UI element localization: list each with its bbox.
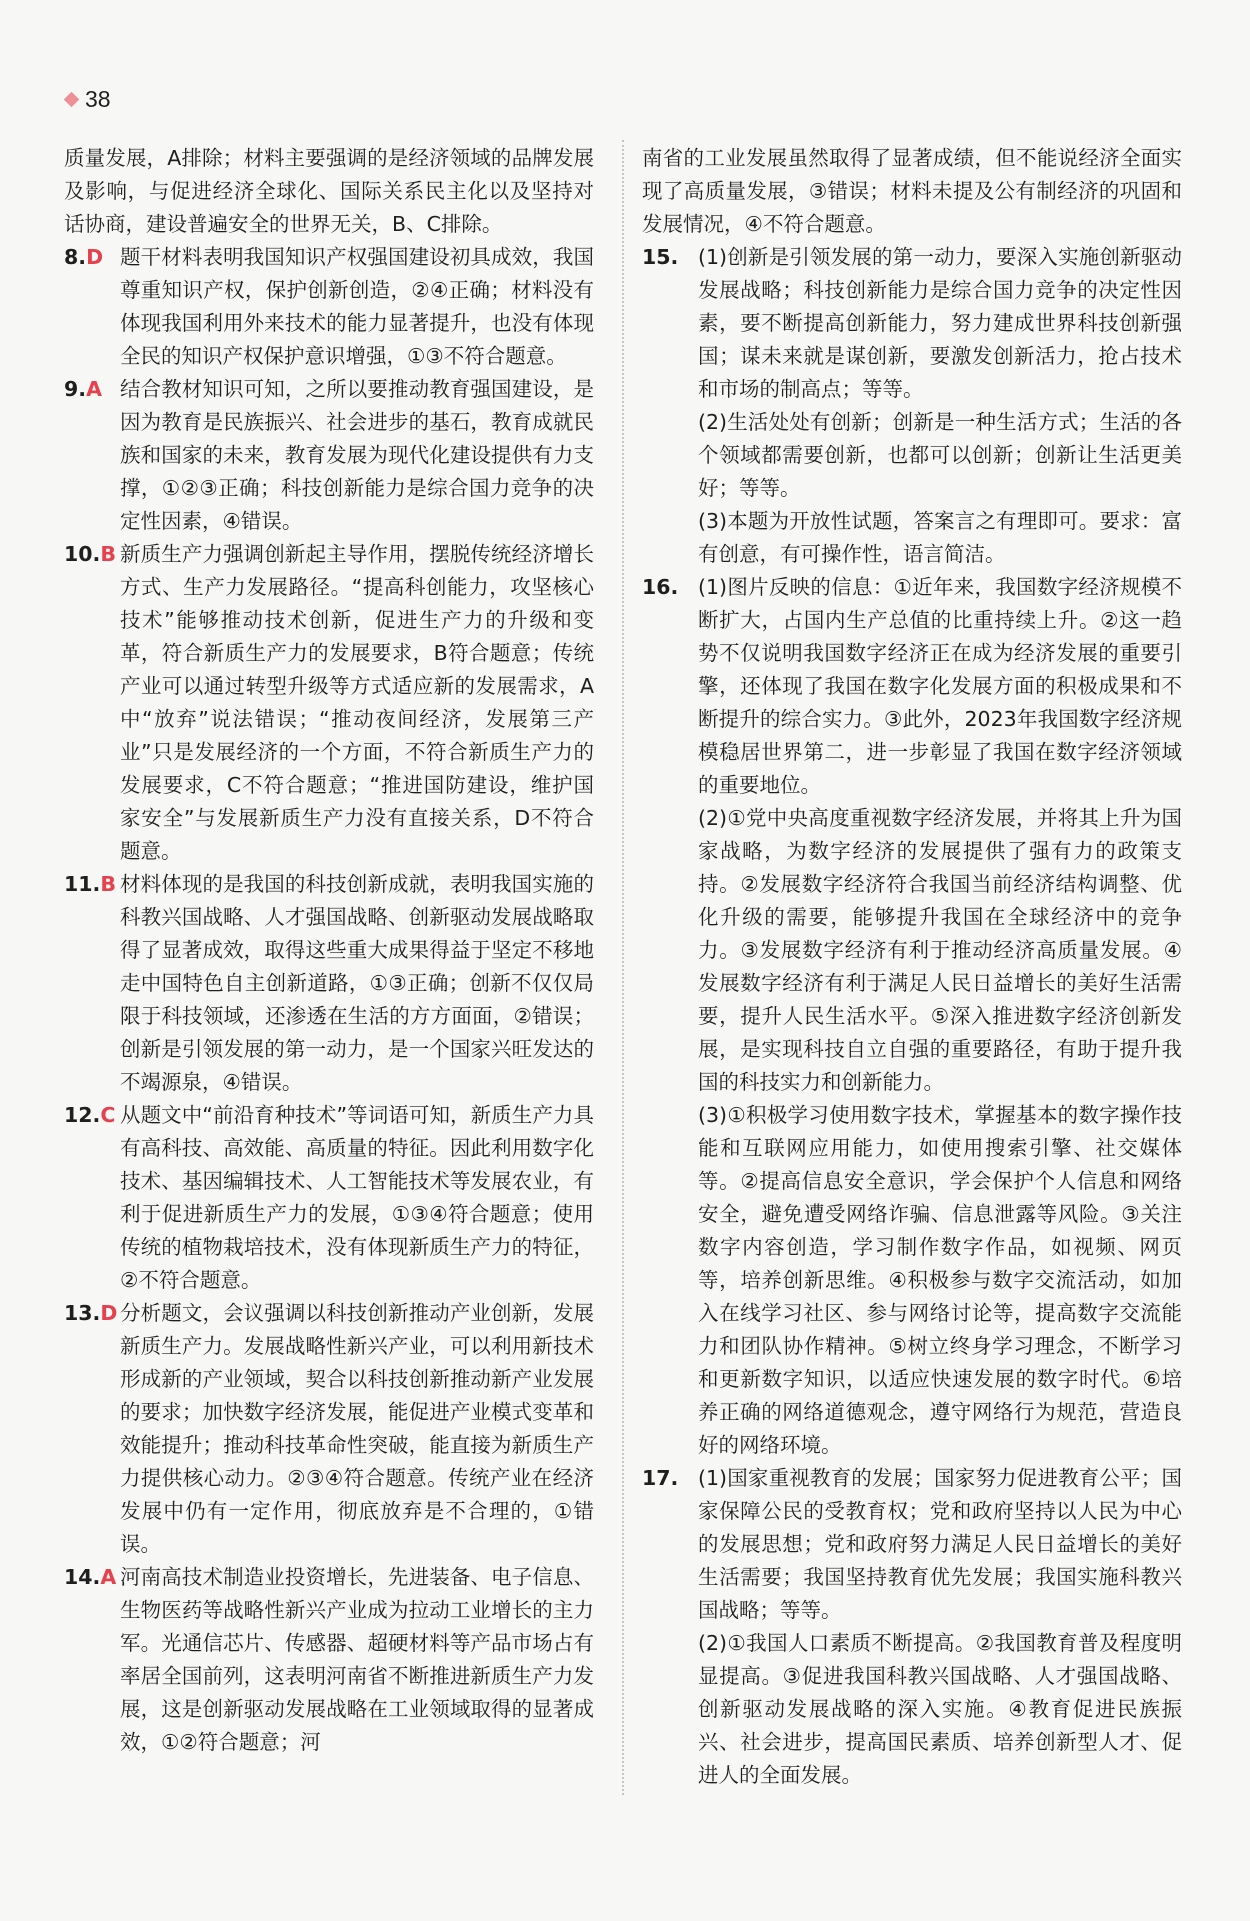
answer-letter: A bbox=[86, 377, 102, 401]
answer-item-17 bbox=[642, 1462, 1182, 1792]
sub-answer: (3)①积极学习使用数字技术，掌握基本的数字操作技能和互联网应用能力，如使用搜索引擎、社交媒体等。②提高信息安全意识，学会保护个人信息和网络安全，避免遭受网络诈骗、信息泄露等风险。③关注数字内容创造，学习制作数字作品，如视频、网页等，培养创新思维。④积极参与数字交流活动，如加入在线学习社区、参与网络讨论等，提高数字交流能力和团队协作精神。⑤树立终身学习理念，不断学习和更新数字知识，以适应快速发展的数字时代。⑥培养正确的网络道德观念，遵守网络行为规范，营造良好的网络环境。 bbox=[698, 1103, 1182, 1457]
sub-answer: (1)图片反映的信息：①近年来，我国数字经济规模不断扩大，占国内生产总值的比重持续上升。②这一趋势不仅说明我国数字经济正在成为经济发展的重要引擎，还体现了我国在数字化发展方面的积极成果和不断提升的综合实力。③此外，2023年我国数字经济规模稳居世界第二，进一步彰显了我国在数字经济领域的重要地位。 bbox=[698, 575, 1182, 797]
answer-letter: B bbox=[100, 542, 116, 566]
item-head bbox=[64, 241, 120, 373]
question-number: 13. bbox=[64, 1301, 101, 1325]
item-head bbox=[64, 868, 120, 1099]
explanation-text: 分析题文，会议强调以科技创新推动产业创新，发展新质生产力。发展战略性新兴产业，可以利用新技术形成新的产业领域，契合以科技创新推动新产业发展的要求；加快数字经济发展，能促进产业模式变革和效能提升；推动科技革命性突破，能直接为新质生产力提供核心动力。②③④符合题意。传统产业在经济发展中仍有一定作用，彻底放弃是不合理的，①错误。 bbox=[120, 1301, 594, 1556]
sub-answer: (1)创新是引领发展的第一动力，要深入实施创新驱动发展战略；科技创新能力是综合国力竞争的决定性因素，要不断提高创新能力，努力建成世界科技创新强国；谋未来就是谋创新，要激发创新活力，抢占技术和市场的制高点；等等。 bbox=[698, 245, 1182, 401]
page-header bbox=[66, 88, 111, 111]
sub-answers bbox=[698, 571, 1182, 1462]
continuation-text: 南省的工业发展虽然取得了显著成绩，但不能说经济全面实现了高质量发展，③错误；材料未提及公有制经济的巩固和发展情况，④不符合题意。 bbox=[642, 146, 1182, 236]
question-number: 15. bbox=[642, 245, 679, 269]
answer-item-11 bbox=[64, 868, 594, 1099]
answer-letter: D bbox=[86, 245, 104, 269]
explanation-text: 从题文中“前沿育种技术”等词语可知，新质生产力具有高科技、高效能、高质量的特征。因此利用数字化技术、基因编辑技术、人工智能技术等发展农业，有利于促进新质生产力的发展，①③④符合题意；使用传统的植物栽培技术，没有体现新质生产力的特征，②不符合题意。 bbox=[120, 1103, 594, 1292]
answer-letter: A bbox=[100, 1565, 117, 1589]
item-head bbox=[64, 1561, 120, 1759]
page-number: 38 bbox=[85, 86, 111, 112]
explanation-text: 题干材料表明我国知识产权强国建设初具成效，我国尊重知识产权，保护创新创造，②④正确；材料没有体现我国利用外来技术的能力显著提升，也没有体现全民的知识产权保护意识增强，①③不符合题意。 bbox=[120, 245, 594, 368]
question-number: 17. bbox=[642, 1466, 679, 1490]
answer-item-15 bbox=[642, 241, 1182, 571]
answer-letter: C bbox=[100, 1103, 116, 1127]
question-number: 14. bbox=[64, 1565, 101, 1589]
item-head bbox=[64, 1297, 120, 1561]
answer-item-9 bbox=[64, 373, 594, 538]
answer-letter: B bbox=[100, 872, 116, 896]
sub-answer: (2)①我国人口素质不断提高。②我国教育普及程度明显提高。③促进我国科教兴国战略、人才强国战略、创新驱动发展战略的深入实施。④教育促进民族振兴、社会进步，提高国民素质、培养创新型人才、促进人的全面发展。 bbox=[698, 1631, 1182, 1787]
left-column bbox=[64, 142, 594, 1759]
item-head bbox=[642, 571, 698, 1462]
item-head bbox=[642, 1462, 698, 1792]
answer-item-12 bbox=[64, 1099, 594, 1297]
item-head bbox=[64, 373, 120, 538]
explanation-text: 结合教材知识可知，之所以要推动教育强国建设，是因为教育是民族振兴、社会进步的基石，教育成就民族和国家的未来，教育发展为现代化建设提供有力支撑，①②③正确；科技创新能力是综合国力竞争的决定性因素，④错误。 bbox=[120, 377, 594, 533]
sub-answer: (1)国家重视教育的发展；国家努力促进教育公平；国家保障公民的受教育权；党和政府坚持以人民为中心的发展思想；党和政府努力满足人民日益增长的美好生活需要；我国坚持教育优先发展；我国实施科教兴国战略；等等。 bbox=[698, 1466, 1182, 1622]
question-number: 10. bbox=[64, 542, 101, 566]
question-number: 16. bbox=[642, 575, 679, 599]
answer-item-10 bbox=[64, 538, 594, 868]
item-head bbox=[64, 1099, 120, 1297]
sub-answers bbox=[698, 1462, 1182, 1792]
explanation-text: 新质生产力强调创新起主导作用，摆脱传统经济增长方式、生产力发展路径。“提高科创能力，攻坚核心技术”能够推动技术创新，促进生产力的升级和变革，符合新质生产力的发展要求，B符合题意；传统产业可以通过转型升级等方式适应新的发展需求，A中“放弃”说法错误；“推动夜间经济，发展第三产业”只是发展经济的一个方面，不符合新质生产力的发展要求，C不符合题意；“推进国防建设，维护国家安全”与发展新质生产力没有直接关系，D不符合题意。 bbox=[120, 542, 594, 863]
sub-answers bbox=[698, 241, 1182, 571]
item-head bbox=[642, 241, 698, 571]
sub-answer: (3)本题为开放性试题，答案言之有理即可。要求：富有创意，有可操作性，语言简洁。 bbox=[698, 509, 1182, 566]
answer-letter: D bbox=[100, 1301, 118, 1325]
sub-answer: (2)①党中央高度重视数字经济发展，并将其上升为国家战略，为数字经济的发展提供了强有力的政策支持。②发展数字经济符合我国当前经济结构调整、优化升级的需要，能够提升我国在全球经济中的竞争力。③发展数字经济有利于推动经济高质量发展。④发展数字经济有利于满足人民日益增长的美好生活需要，提升人民生活水平。⑤深入推进数字经济创新发展，是实现科技自立自强的重要路径，有助于提升我国的科技实力和创新能力。 bbox=[698, 806, 1182, 1094]
question-number: 8. bbox=[64, 245, 87, 269]
answer-item-8 bbox=[64, 241, 594, 373]
question-number: 11. bbox=[64, 872, 101, 896]
continuation-text: 质量发展，A排除；材料主要强调的是经济领域的品牌发展及影响，与促进经济全球化、国际关系民主化以及坚持对话协商，建设普遍安全的世界无关，B、C排除。 bbox=[64, 146, 594, 236]
question-number: 12. bbox=[64, 1103, 101, 1127]
answer-item-16 bbox=[642, 571, 1182, 1462]
column-divider bbox=[622, 140, 624, 1795]
explanation-text: 河南高技术制造业投资增长，先进装备、电子信息、生物医药等战略性新兴产业成为拉动工业增长的主力军。光通信芯片、传感器、超硬材料等产品市场占有率居全国前列，这表明河南省不断推进新质生产力发展，这是创新驱动发展战略在工业领域取得的显著成效，①②符合题意；河 bbox=[120, 1565, 594, 1754]
diamond-bullet-icon bbox=[64, 92, 80, 108]
answer-item-14 bbox=[64, 1561, 594, 1759]
sub-answer: (2)生活处处有创新；创新是一种生活方式；生活的各个领域都需要创新，也都可以创新；创新让生活更美好；等等。 bbox=[698, 410, 1182, 500]
right-column bbox=[642, 142, 1182, 1792]
question-number: 9. bbox=[64, 377, 87, 401]
explanation-text: 材料体现的是我国的科技创新成就，表明我国实施的科教兴国战略、人才强国战略、创新驱动发展战略取得了显著成效，取得这些重大成果得益于坚定不移地走中国特色自主创新道路，①③正确；创新不仅仅局限于科技领域，还渗透在生活的方方面面，②错误；创新是引领发展的第一动力，是一个国家兴旺发达的不竭源泉，④错误。 bbox=[120, 872, 594, 1094]
item-head bbox=[64, 538, 120, 868]
answer-item-13 bbox=[64, 1297, 594, 1561]
